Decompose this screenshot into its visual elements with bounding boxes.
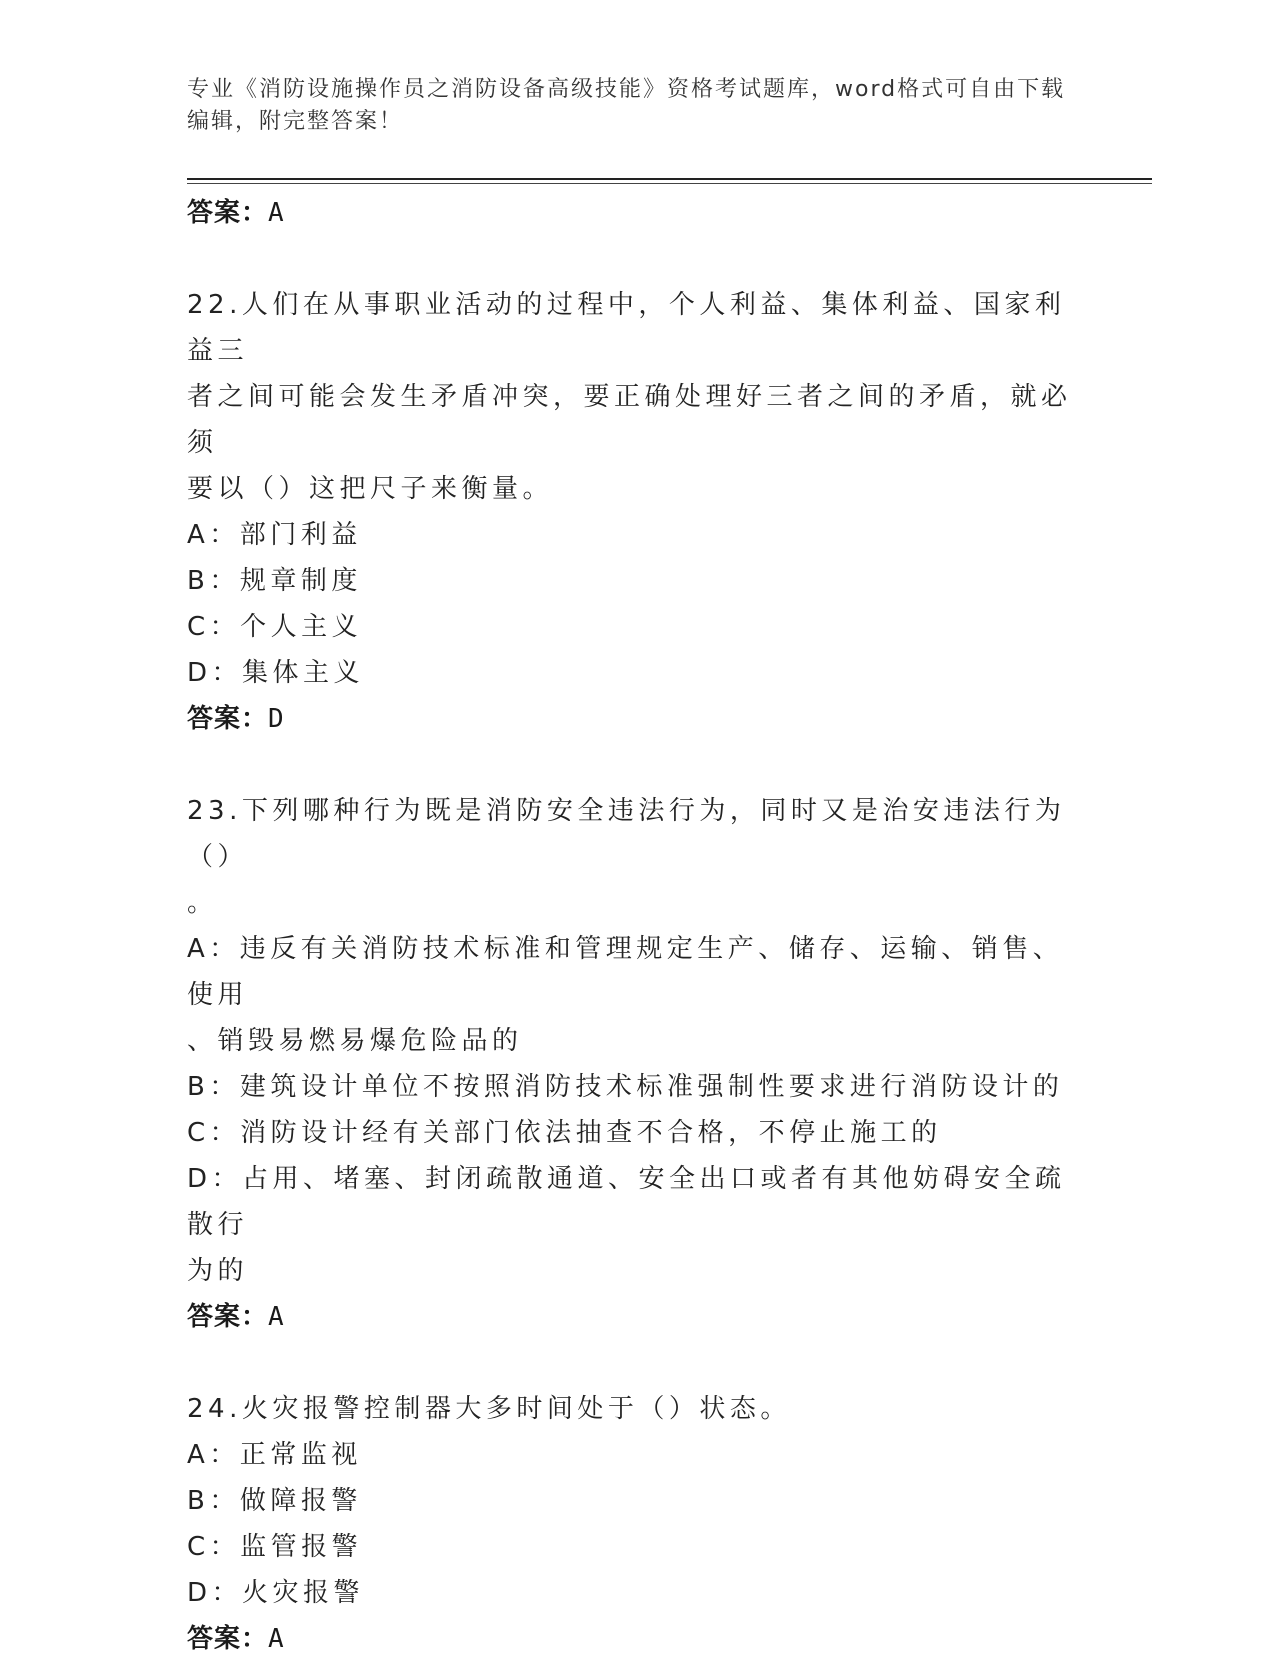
option-line: B：规章制度 <box>187 566 362 596</box>
option-line: A：部门利益 <box>187 520 362 550</box>
answer-line <box>187 696 1087 742</box>
document-header: 专业《消防设施操作员之消防设备高级技能》资格考试题库，word格式可自由下载编辑，附完整答案！ <box>187 77 1066 134</box>
question-list <box>187 236 1087 1662</box>
question-stem-line: 23.下列哪种行为既是消防安全违法行为，同时又是治安违法行为（） <box>187 796 1066 872</box>
option-line: A：正常监视 <box>187 1440 362 1470</box>
option-line: B：建筑设计单位不按照消防技术标准强制性要求进行消防设计的 <box>187 1072 1064 1102</box>
option-line: D：占用、堵塞、封闭疏散通道、安全出口或者有其他妨碍安全疏散行 <box>187 1164 1066 1240</box>
question-content <box>187 190 1087 1662</box>
answer-value: A <box>268 1624 285 1654</box>
question-stem-line: 22.人们在从事职业活动的过程中，个人利益、集体利益、国家利益三 <box>187 290 1066 366</box>
answer-label: 答案： <box>187 198 269 228</box>
answer-label: 答案： <box>187 1302 269 1332</box>
question-block <box>187 788 1087 1340</box>
question-stem-line: 。 <box>187 888 218 918</box>
option-line: D：集体主义 <box>187 658 365 688</box>
header-divider-thick <box>187 178 1152 180</box>
option-line: 为的 <box>187 1256 249 1286</box>
answer-label: 答案： <box>187 1624 269 1654</box>
answer-label: 答案： <box>187 704 269 734</box>
question-stem-line: 要以（）这把尺子来衡量。 <box>187 474 554 504</box>
answer-value: A <box>268 1302 285 1332</box>
answer-value: A <box>268 198 285 228</box>
answer-value: D <box>268 704 285 734</box>
answer-line <box>187 1294 1087 1340</box>
question-block <box>187 1386 1087 1662</box>
option-line: B：做障报警 <box>187 1486 362 1516</box>
option-line: C：消防设计经有关部门依法抽查不合格，不停止施工的 <box>187 1118 942 1148</box>
question-block <box>187 282 1087 742</box>
previous-answer <box>187 190 1087 236</box>
question-spacer <box>187 742 1087 788</box>
answer-line <box>187 1616 1087 1662</box>
option-line: A：违反有关消防技术标准和管理规定生产、储存、运输、销售、使用 <box>187 934 1064 1010</box>
header-divider-thin <box>187 183 1152 184</box>
question-spacer <box>187 236 1087 282</box>
question-spacer <box>187 1340 1087 1386</box>
option-line: C：监管报警 <box>187 1532 363 1562</box>
question-stem-line: 者之间可能会发生矛盾冲突，要正确处理好三者之间的矛盾，就必须 <box>187 382 1072 458</box>
question-stem-line: 24.火灾报警控制器大多时间处于（）状态。 <box>187 1394 791 1424</box>
option-line: D：火灾报警 <box>187 1578 365 1608</box>
option-line: C：个人主义 <box>187 612 363 642</box>
option-line: 、销毁易燃易爆危险品的 <box>187 1026 523 1056</box>
